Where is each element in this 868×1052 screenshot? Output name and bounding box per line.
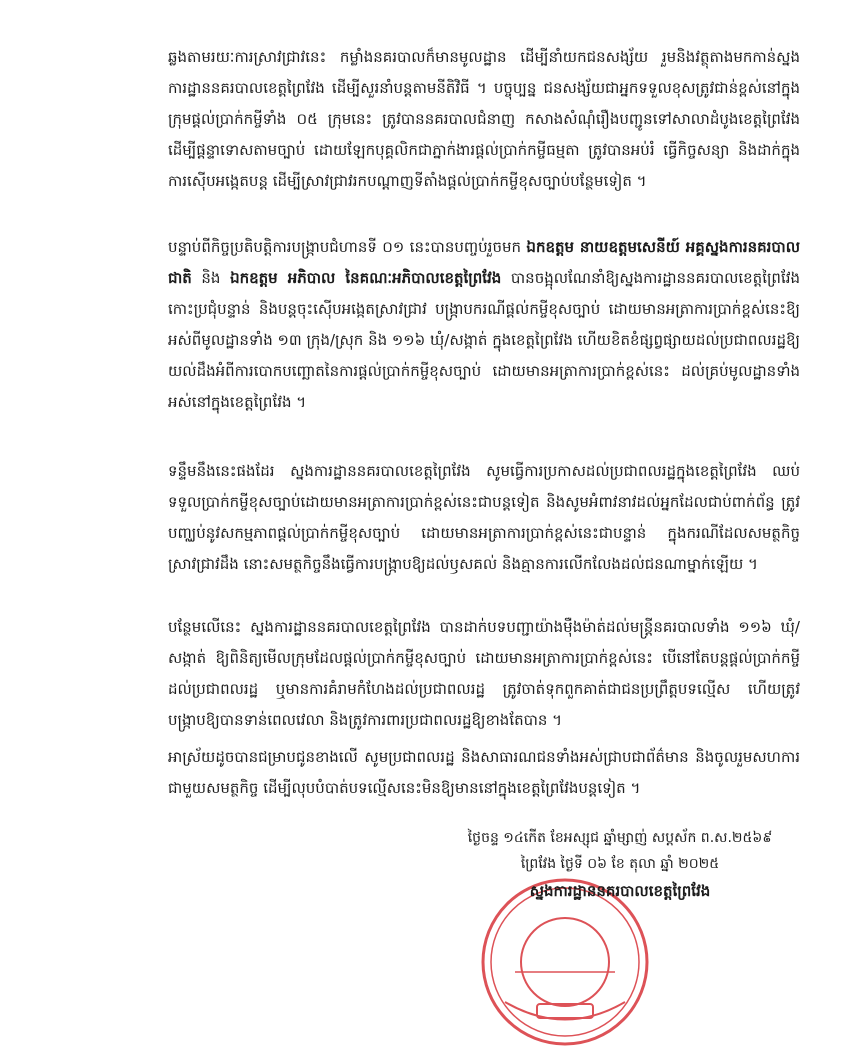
paragraph-2-title-governor: ឯកឧត្តម អភិបាល នៃគណៈអភិបាលខេត្តព្រៃវែង [230,269,502,287]
signature-date-lunar: ថ្ងៃចន្ទ ១៤កើត ខែអស្សុជ ឆ្នាំម្សាញ់ សប្តស័ក ព.ស.២៥៦៩ [467,830,773,846]
paragraph-2-intro: បន្ទាប់ពីកិច្ចប្រតិបត្តិការបង្ក្រាបជំហានទី ០១ នេះបានបញ្ចប់រួចមក [168,238,527,256]
signature-date-solar: ព្រៃវែង ថ្ងៃទី ០៦ ខែ តុលា ឆ្នាំ ២០២៥ [520,856,720,872]
paragraph-2 [168,232,800,418]
paragraph-4: បន្ថែមលើនេះ ស្នងការដ្ឋាននគរបាលខេត្តព្រៃវែង បានដាក់បទបញ្ជាយ៉ាងម៉ឺងម៉ាត់ដល់មន្ត្រីនគរបាលទាំង ១១៦ ឃុំ/សង្កាត់ ឱ្យពិនិត្យមើលក្រុមដែលផ្ដល់ប្រាក់កម្ចីខុសច្បាប់ ដោយមានអត្រាការប្រាក់ខ្ពស់នេះ បើនៅតែបន្តផ្ដល់ប្រាក់កម្ចីដល់ប្រជាពលរដ្ឋ ឬមានការគំរាមកំហែងដល់ប្រជាពលរដ្ឋ ត្រូវចាត់ទុកពួកគាត់ជាជនប្រព្រឹត្តបទល្មើស ហើយត្រូវបង្ក្រាបឱ្យបានទាន់ពេលវេលា និងត្រូវការពារប្រជាពលរដ្ឋឱ្យខាងតែបាន ។ [168,618,800,729]
paragraph-3: ទន្ទឹមនឹងនេះផងដែរ ស្នងការដ្ឋាននគរបាលខេត្តព្រៃវែង សូមធ្វើការប្រកាសដល់ប្រជាពលរដ្ឋក្នុងខេត្តព្រៃវែង ឈប់ទទួលប្រាក់កម្ចីខុសច្បាប់ដោយមានអត្រាការប្រាក់ខ្ពស់នេះជាបន្តទៀត និងសូមអំពាវនាវដល់អ្នកដែលជាប់ពាក់ព័ន្ធ ត្រូវបញ្ឈប់នូវសកម្មភាពផ្ដល់ប្រាក់កម្ចីខុសច្បាប់ ដោយមានអត្រាការប្រាក់ខ្ពស់នេះជាបន្ទាន់ ក្នុងករណីដែលសមត្ថកិច្ចស្រាវជ្រាវដឹង នោះសមត្ថកិច្ចនឹងធ្វើការបង្ក្រាបឱ្យដល់ឫសគល់ និងគ្មានការលើកលែងដល់ជនណាម្នាក់ឡើយ ។ [168,462,800,573]
signature-organization: ស្នងការដ្ឋាននគរបាលខេត្តព្រៃវែង [529,882,711,900]
paragraph-2-title-police-chief: ឯកឧត្តម នាយឧត្តមសេនីយ៍ អគ្គស្នងការនគរបាលជាតិ [168,238,800,287]
paragraph-1: ឆ្លងតាមរយៈការស្រាវជ្រាវនេះ កម្លាំងនគរបាលក៏មានមូលដ្ឋាន ដើម្បីនាំយកជនសង្ស័យ រួមនិងវត្ថុតាងមកកាន់ស្នងការដ្ឋាននគរបាលខេត្តព្រៃវែង ដើម្បីសួរនាំបន្តតាមនីតិវិធី ។ បច្ចុប្បន្ន ជនសង្ស័យជាអ្នកទទួលខុសត្រូវជាន់ខ្ពស់នៅក្នុងក្រុមផ្ដល់ប្រាក់កម្ចីទាំង ០៥ ក្រុមនេះ ត្រូវបាននគរបាលជំនាញ កសាងសំណុំរឿងបញ្ជូនទៅសាលាដំបូងខេត្តព្រៃវែង ដើម្បីផ្ដន្ទាទោសតាមច្បាប់ ដោយឡែកបុគ្គលិកជាភ្នាក់ងារផ្ដល់ប្រាក់កម្ចីធម្មតា ត្រូវបានអប់រំ ធ្វើកិច្ចសន្យា និងដាក់ក្នុងការស៊ើបអង្កេតបន្ត ដើម្បីស្រាវជ្រាវរកបណ្ដាញទីតាំងផ្ដល់ប្រាក់កម្ចីខុសច្បាប់បន្ថែមទៀត ។ [168,48,800,190]
paragraph-5: អាស្រ័យដូចបានជម្រាបជូនខាងលើ សូមប្រជាពលរដ្ឋ និងសាធារណជនទាំងអស់ជ្រាបជាព័ត៌មាន និងចូលរួមសហការជាមួយសមត្ថកិច្ច ដើម្បីលុបបំបាត់បទល្មើសនេះមិនឱ្យមាននៅក្នុងខេត្តព្រៃវែងបន្តទៀត ។ [168,748,800,797]
paragraph-2-body: បានចង្អុលណែនាំឱ្យស្នងការដ្ឋាននគរបាលខេត្តព្រៃវែង កោះប្រជុំបន្ទាន់ និងបន្តចុះស៊ើបអង្កេតស្រាវជ្រាវ បង្ក្រាបករណីផ្ដល់កម្ចីខុសច្បាប់ ដោយមានអត្រាការប្រាក់ខ្ពស់នេះឱ្យអស់ពីមូលដ្ឋានទាំង ១៣ ក្រុង/ស្រុក និង ១១៦ ឃុំ/សង្កាត់ ក្នុងខេត្តព្រៃវែង ហើយខិតខំផ្សព្វផ្សាយដល់ប្រជាពលរដ្ឋឱ្យយល់ដឹងអំពីការបោកបញ្ឆោតនៃការផ្ដល់ប្រាក់កម្ចីខុសច្បាប់ ដោយមានអត្រាការប្រាក់ខ្ពស់នេះ ដល់គ្រប់មូលដ្ឋានទាំងអស់នៅក្នុងខេត្តព្រៃវែង ។ [168,269,800,411]
paragraph-2-conjunction: និង [191,269,231,287]
